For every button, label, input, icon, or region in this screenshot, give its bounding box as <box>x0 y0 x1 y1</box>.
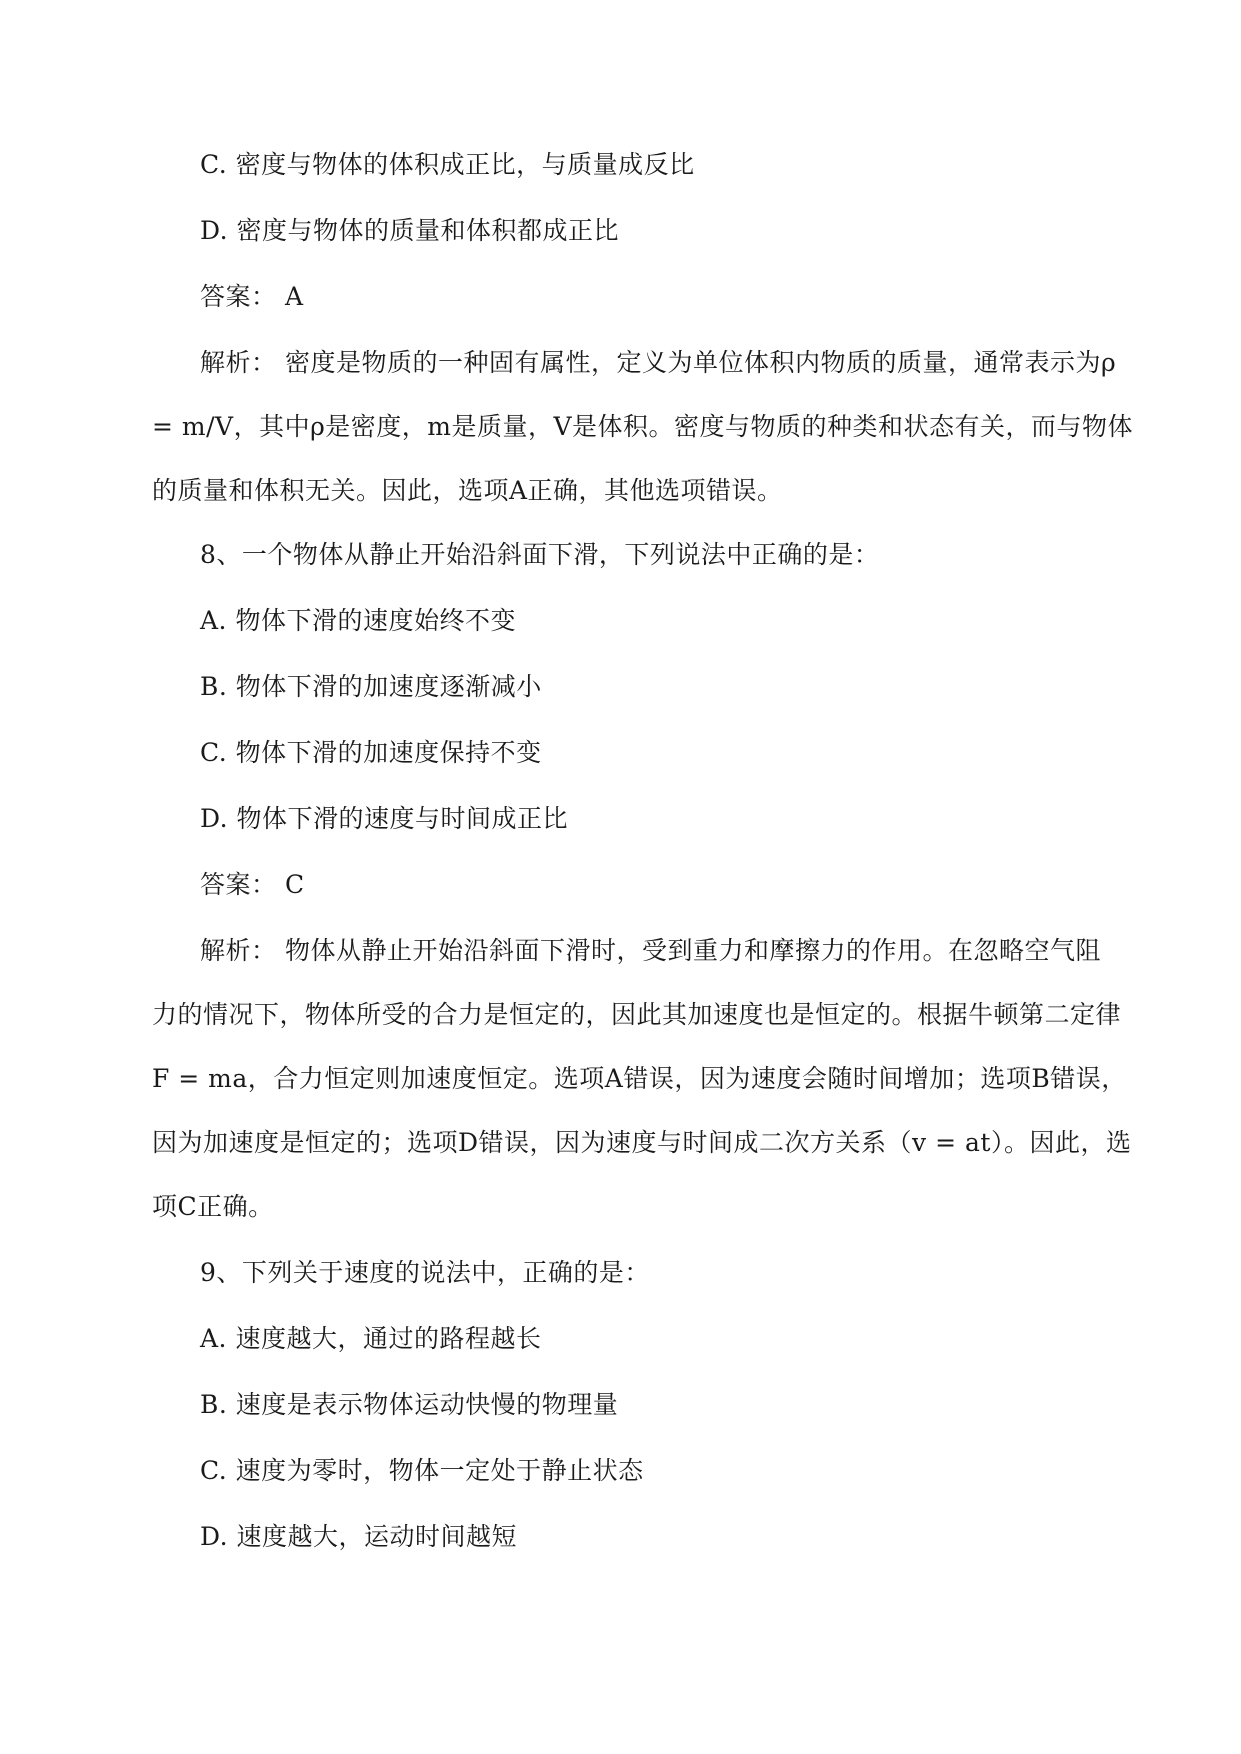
q7-analysis-line-3: 的质量和体积无关。因此，选项A正确，其他选项错误。 <box>152 476 783 505</box>
q9-option-b: B. 速度是表示物体运动快慢的物理量 <box>200 1390 619 1419</box>
q8-analysis-line-2: 力的情况下，物体所受的合力是恒定的，因此其加速度也是恒定的。根据牛顿第二定律 <box>152 1000 1122 1029</box>
q7-answer: 答案： A <box>200 282 304 311</box>
q9-option-d: D. 速度越大，运动时间越短 <box>200 1522 518 1551</box>
q8-option-b: B. 物体下滑的加速度逐渐减小 <box>200 672 542 701</box>
q8-option-a: A. 物体下滑的速度始终不变 <box>200 606 516 635</box>
q9-question: 9、下列关于速度的说法中，正确的是： <box>200 1258 650 1287</box>
q7-option-c: C. 密度与物体的体积成正比，与质量成反比 <box>200 150 695 179</box>
q9-option-c: C. 速度为零时，物体一定处于静止状态 <box>200 1456 644 1485</box>
q7-option-d: D. 密度与物体的质量和体积都成正比 <box>200 216 620 245</box>
q8-answer: 答案： C <box>200 870 305 899</box>
q8-analysis-line-4: 因为加速度是恒定的；选项D错误，因为速度与时间成二次方关系（v = at）。因此，选 <box>152 1128 1132 1157</box>
q7-analysis-line-1: 解析： 密度是物质的一种固有属性，定义为单位体积内物质的质量，通常表示为ρ <box>200 348 1117 377</box>
q8-analysis-line-3: F = ma，合力恒定则加速度恒定。选项A错误，因为速度会随时间增加；选项B错误， <box>152 1064 1127 1093</box>
q7-analysis-line-2: = m/V，其中ρ是密度，m是质量，V是体积。密度与物质的种类和状态有关，而与物体 <box>152 412 1134 441</box>
q8-option-d: D. 物体下滑的速度与时间成正比 <box>200 804 569 833</box>
q9-option-a: A. 速度越大，通过的路程越长 <box>200 1324 542 1353</box>
q8-analysis-line-5: 项C正确。 <box>152 1192 274 1221</box>
q8-analysis-line-1: 解析： 物体从静止开始沿斜面下滑时，受到重力和摩擦力的作用。在忽略空气阻 <box>200 936 1101 965</box>
q8-question: 8、一个物体从静止开始沿斜面下滑，下列说法中正确的是： <box>200 540 880 569</box>
q8-option-c: C. 物体下滑的加速度保持不变 <box>200 738 542 767</box>
